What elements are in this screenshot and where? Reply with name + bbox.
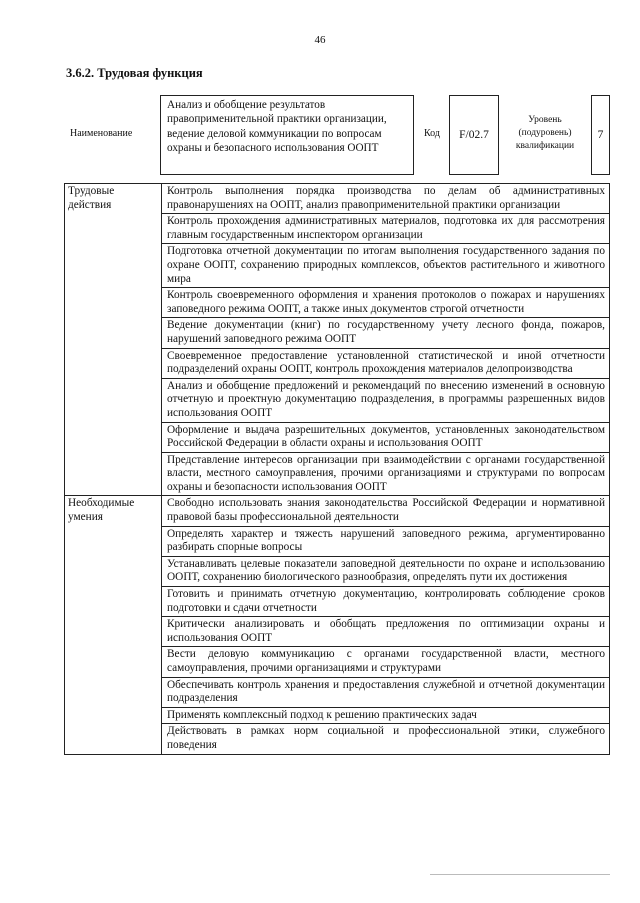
item-cell: Ведение документации (книг) по государственному учету лесного фонда, пожаров, нарушений заповедного режима ООПТ xyxy=(162,318,610,348)
level-value-box: 7 xyxy=(591,95,610,175)
table-row xyxy=(65,496,610,526)
section-title: 3.6.2. Трудовая функция xyxy=(66,66,203,80)
category-cell: Необходимые умения xyxy=(65,496,162,754)
function-table xyxy=(64,183,610,755)
name-value-box: Анализ и обобщение результатов правоприменительной практики организации, ведение деловой коммуникации по вопросам охраны и безопасного использования ООПТ xyxy=(160,95,414,175)
item-cell: Свободно использовать знания законодательства Российской Федерации и нормативной правовой базы профессиональной деятельности xyxy=(162,496,610,526)
item-cell: Анализ и обобщение предложений и рекомендаций по внесению изменений в основную отчетную и проектную документацию подразделения, в программы разрешенных видов использования ООПТ xyxy=(162,378,610,422)
item-cell: Вести деловую коммуникацию с органами государственной власти, местного самоуправления, прочими организациями и структурами xyxy=(162,647,610,677)
name-label: Наименование xyxy=(70,128,133,139)
item-cell: Обеспечивать контроль хранения и предоставления служебной и отчетной документации подразделения xyxy=(162,677,610,707)
item-cell: Применять комплексный подход к решению практических задач xyxy=(162,707,610,724)
item-cell: Устанавливать целевые показатели заповедной деятельности по охране и использованию ООПТ, сохранению биологического разнообразия, определять пути их достижения xyxy=(162,556,610,586)
item-cell: Подготовка отчетной документации по итогам выполнения государственного задания по охране ООПТ, сохранению природных комплексов, объектов растительного и животного мира xyxy=(162,244,610,288)
category-cell: Трудовые действия xyxy=(65,184,162,496)
code-value-box: F/02.7 xyxy=(449,95,499,175)
item-cell: Представление интересов организации при взаимодействии с органами государственной власти, местного самоуправления, прочими организациями и структурами по вопросам охраны и безопасности использования ООПТ xyxy=(162,452,610,496)
table-row xyxy=(65,184,610,214)
page-number: 46 xyxy=(314,34,326,46)
item-cell: Готовить и принимать отчетную документацию, контролировать соблюдение сроков подготовки и сдачи отчетности xyxy=(162,587,610,617)
item-cell: Действовать в рамках норм социальной и профессиональной этики, служебного поведения xyxy=(162,724,610,754)
code-label: Код xyxy=(424,128,440,139)
item-cell: Контроль своевременного оформления и хранения протоколов о пожарах и нарушениях заповедного режима ООПТ, а также иных документов строгой отчетности xyxy=(162,288,610,318)
item-cell: Критически анализировать и обобщать предложения по оптимизации охраны и использования ООПТ xyxy=(162,617,610,647)
item-cell: Определять характер и тяжесть нарушений заповедного режима, аргументированно разбирать спорные вопросы xyxy=(162,526,610,556)
item-cell: Контроль прохождения административных материалов, подготовка их для рассмотрения главным государственным инспектором организации xyxy=(162,214,610,244)
item-cell: Оформление и выдача разрешительных документов, установленных законодательством Российской Федерации в области охраны и использования ООПТ xyxy=(162,422,610,452)
item-cell: Своевременное предоставление установленной статистической и иной отчетности подразделений охраны ООПТ, контроль прохождения материалов делопроизводства xyxy=(162,348,610,378)
level-label: Уровень (подуровень) квалификации xyxy=(515,115,575,151)
item-cell: Контроль выполнения порядка производства по делам об административных правонарушениях на ООПТ, анализ правоприменительной практики организации xyxy=(162,184,610,214)
bottom-divider xyxy=(430,874,610,875)
